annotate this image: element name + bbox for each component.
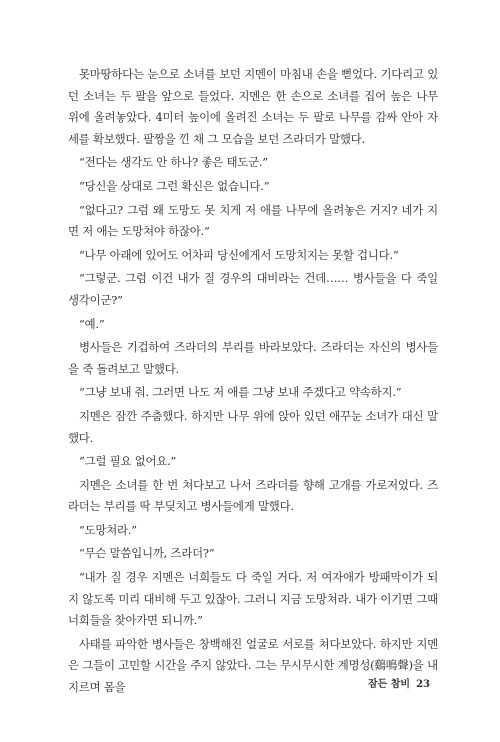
paragraph: “무슨 말씀입니까, 즈라더?” — [79, 546, 215, 561]
paragraph: “전다는 생각도 안 하나? 좋은 태도군.” — [79, 155, 268, 170]
paragraph: “그냥 보내 줘. 그러면 나도 저 애를 그냥 보내 주겠다고 약속하지.” — [79, 385, 402, 400]
paragraph: “예.” — [79, 316, 105, 331]
paragraph: “내가 질 경우 지멘은 너희들도 다 죽일 거다. 저 여자애가 방패막이가 되지 않도록 미리 대비해 두고 있잖아. 그러니 지금 도망쳐라. 내가 이기면 그때 너희들을 찾아가면 되니까.” — [68, 570, 438, 628]
paragraph: “당신을 상대로 그런 확신은 없습니다.” — [79, 178, 270, 193]
page-number: 23 — [416, 679, 430, 690]
paragraph: 지멘은 소녀를 한 번 쳐다보고 나서 즈라더를 향해 고개를 가로저었다. 즈라더는 부리를 딱 부딪치고 병사들에게 말했다. — [68, 477, 438, 514]
paragraph: “그럴 필요 없어요.” — [79, 454, 177, 469]
paragraph: 지멘은 잠깐 주춤했다. 하지만 나무 위에 앉아 있던 애꾸눈 소녀가 대신 말했다. — [68, 408, 438, 445]
paragraph: “그렇군. 그럼 이건 내가 질 경우의 대비라는 건데…… 병사들을 다 죽일 생각이군?” — [68, 271, 438, 307]
paragraph: “없다고? 그럼 왜 도망도 못 치게 저 애를 나무에 올려놓은 거지? 네가 지면 저 애는 도망쳐야 하잖아.” — [68, 202, 438, 239]
paragraph: “나무 아래에 있어도 어차피 당신에게서 도망치지는 못할 겁니다.” — [79, 247, 399, 262]
page-footer — [368, 675, 430, 690]
paragraph: “도망쳐라.” — [79, 522, 137, 537]
body-text — [68, 64, 438, 701]
running-title: 잠든 참비 — [367, 679, 411, 690]
paragraph: 사태를 파악한 병사들은 창백해진 얼굴로 서로를 쳐다보았다. 하지만 지멘은 그들이 고민할 시간을 주지 않았다. 그는 무시무시한 계명성(鷄鳴聲)을 내지르며 몸을 — [68, 636, 438, 695]
paragraph: 병사들은 기겁하여 즈라더의 부리를 바라보았다. 즈라더는 자신의 병사들을 죽 돌려보고 말했다. — [68, 340, 438, 376]
paragraph: 못마땅하다는 눈으로 소녀를 보던 지멘이 마침내 손을 뻗었다. 기다리고 있던 소녀는 두 팔을 앞으로 들었다. 지멘은 한 손으로 소녀를 집어 높은 나무 위에 올려놓았다. 4미터 높이에 올려진 소녀는 두 팔로 나무를 감싸 안아 자세를 확보했다. 팔짱을 낀 채 그 모습을 보던 즈라더가 말했다. — [68, 67, 438, 146]
